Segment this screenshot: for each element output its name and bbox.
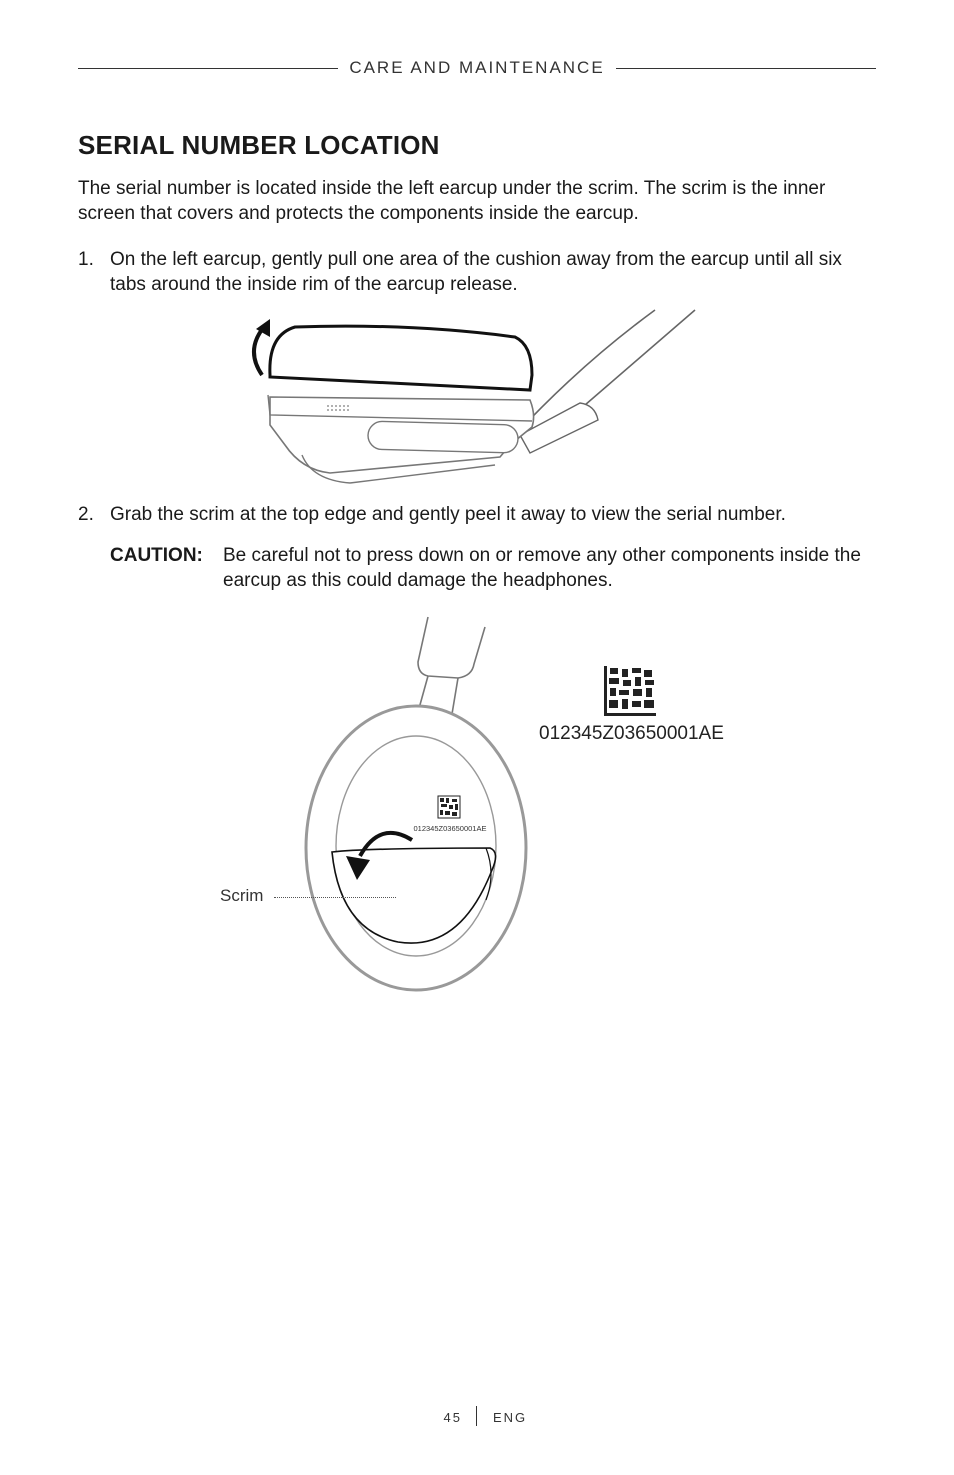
footer-separator [476,1406,477,1426]
intro-paragraph: The serial number is located inside the left earcup under the scrim. The scrim is the inner screen that covers and protects the components inside the earcup. [78,178,826,224]
page-number: 45 [443,1410,462,1425]
earcup-cushion [270,326,532,390]
caution-label: CAUTION: [110,545,203,566]
step-1-text: On the left earcup, gently pull one area of the cushion away from the earcup until all six tabs around the inside rim of the earcup release. [110,249,842,295]
serial-number-large: 012345Z03650001AE [539,723,724,744]
earcup-cushion-illustration [240,305,710,490]
scrim-illustration [300,612,540,997]
scrim-callout-label: Scrim [220,886,264,905]
scrim-callout-leader [274,897,396,898]
earcup-slider [368,421,519,453]
header-title: CARE AND MAINTENANCE [341,58,612,77]
headband-outer [585,310,695,405]
serial-barcode-small-icon [438,796,460,818]
serial-number-small: 012345Z03650001AE [413,824,487,833]
serial-barcode-large-icon [604,666,656,716]
running-header [0,58,954,78]
step-2-number: 2. [78,504,94,525]
caution-text: Be careful not to press down on or remove any other components inside the earcup as this could damage the headphones. [223,545,861,591]
pull-arrow-icon [254,327,264,375]
step-1-number: 1. [78,249,94,270]
section-title: SERIAL NUMBER LOCATION [78,130,440,160]
step-2-text: Grab the scrim at the top edge and gently peel it away to view the serial number. [110,504,786,525]
footer-language: ENG [493,1410,528,1425]
